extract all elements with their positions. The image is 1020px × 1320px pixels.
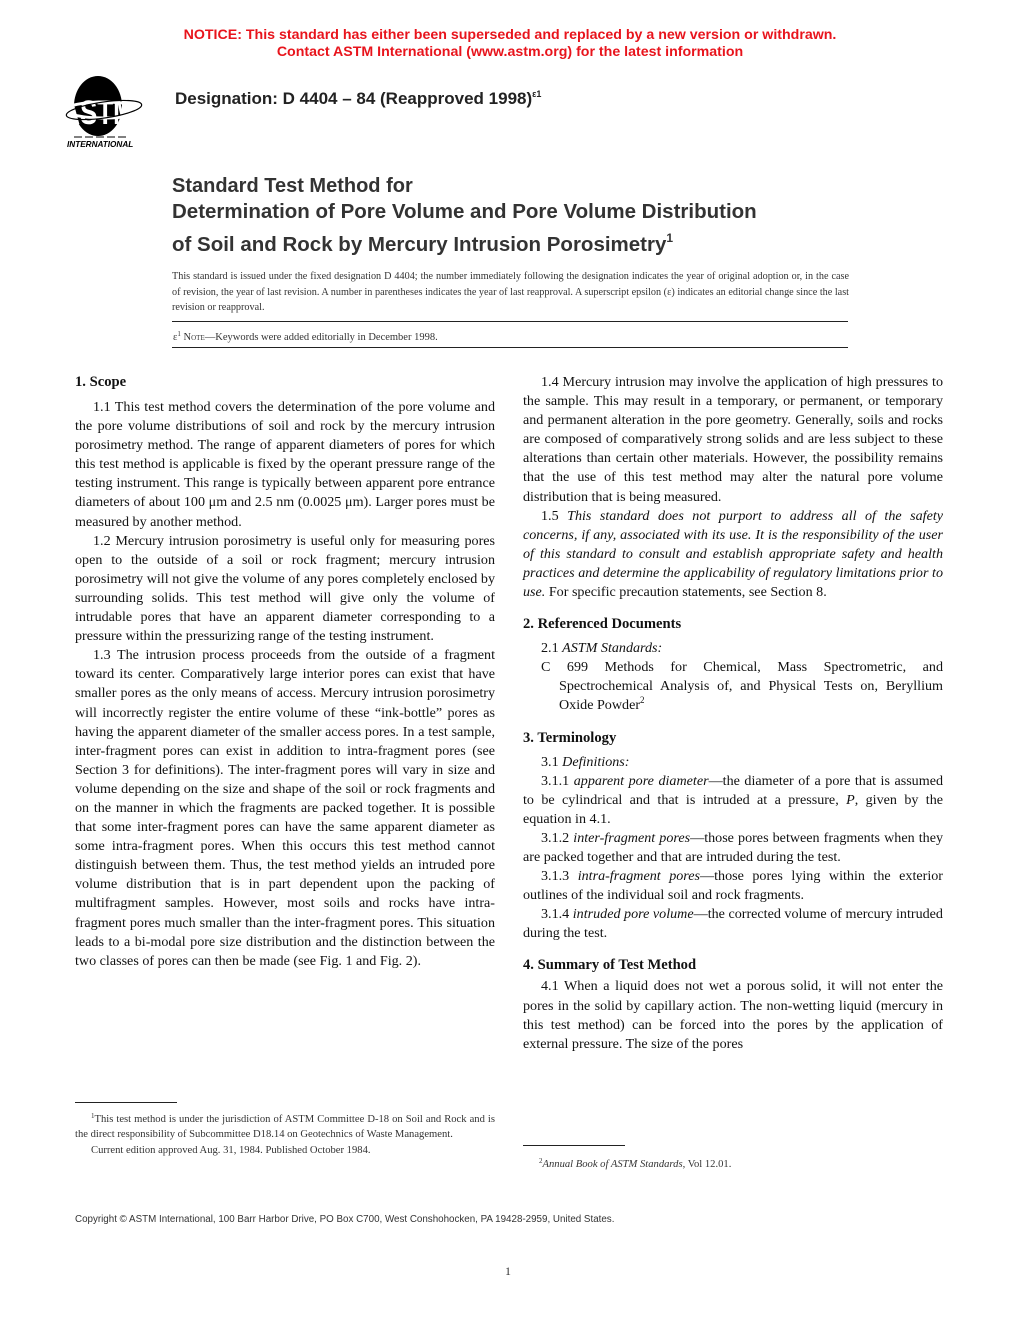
para-number: 1.5	[541, 507, 568, 524]
editorial-note	[173, 330, 438, 343]
section-heading-scope: 1. Scope	[75, 374, 127, 390]
def-term: intruded pore volume	[572, 906, 694, 923]
designation-superscript: ε1	[532, 89, 542, 99]
paragraph-1-4: 1.4 Mercury intrusion may involve the application of high pressures to the sample. This may result in a temporary, or permanent, or temporary and permanent alteration in the pore geometry. Generally, soils and rocks are composed of comparatively strong solids and are less subject to these alterations than certain other materials. However, the possibility remains that the use of this test method may alter the natural pore volume distribution that is being measured.	[523, 374, 943, 505]
title-footnote-mark: 1	[666, 231, 674, 245]
paragraph-1-2: 1.2 Mercury intrusion porosimetry is useful only for measuring pores open to the outside of a soil or rock fragment; mercury intrusion porosimetry will not give the volume of any pores completely enclosed by surrounding solids. This test method will give only the volume of intrudable pores that have an apparent diameter corresponding to a pressure within the pressurizing range of the testing instrument.	[75, 532, 495, 645]
footnote-1-text	[75, 1112, 495, 1143]
def-variable: P	[846, 791, 855, 808]
def-tail: , given by the equation in 4.1.	[523, 791, 944, 827]
def-number: 3.1.3	[541, 868, 578, 885]
definition-3-1-1	[523, 772, 943, 829]
title-line-2: Determination of Pore Volume and Pore Volume Distribution	[172, 200, 757, 223]
astm-standards-label: ASTM Standards:	[562, 640, 663, 657]
epsilon-sup: 1	[177, 330, 181, 338]
document-title	[172, 173, 757, 258]
astm-international-logo	[64, 72, 164, 150]
divider	[172, 347, 848, 348]
section-heading-summary: 4. Summary of Test Method	[523, 957, 697, 974]
title-line-1: Standard Test Method for	[172, 175, 413, 197]
designation	[175, 89, 541, 109]
definitions-label: Definitions:	[562, 753, 630, 770]
para-tail: For specific precaution statements, see Section 8.	[545, 584, 827, 601]
paragraph-1-3: 1.3 The intrusion process proceeds from the outside of a fragment toward its center. Comparatively large interior pores can exist that have smaller pores as the only means of access. Mercury intrusion porosimetry will incorrectly register the entire volume of these “ink-bottle” pores as having the apparent diameter of the smaller access pores. In a test sample, inter-fragment pores can exist in addition to intra-fragment pores (see Section 3 for definitions). The inter-fragment pores will vary in size and volume depending on the size and shape of the soil or rock fragments and on the manner in which the fragments are packed together. It is possible that some inter-fragment pores can have the same apparent diameter as some intra-fragment pores. When this occurs this test method cannot distinguish between them. Thus, the test method yields an intruded pore volume distribution that is in part dependent upon the packing of multifragment samples. However, most soils and rocks have intra-fragment pores much smaller than the inter-fragment pores. This situation leads to a bi-modal pore size distribution and the distinction between the two classes of pores can then be made (see Fig. 1 and Fig. 2).	[75, 647, 495, 969]
footnote-body: This test method is under the jurisdiction of ASTM Committee D-18 on Soil and Rock and is the direct responsibility of Subcommittee D18.14 on Geotechnics of Waste Management.	[75, 1114, 495, 1141]
para-number: 3.1	[541, 753, 563, 770]
def-text: —those pores between fragments when they are packed together and that are intruded during the test.	[523, 829, 943, 865]
footnote-mark: 2	[539, 1157, 543, 1165]
astm-logo-icon	[64, 72, 164, 150]
right-column	[523, 373, 943, 1054]
footnote-mark: 1	[91, 1112, 95, 1120]
def-number: 3.1.2	[541, 829, 574, 846]
def-text: —the corrected volume of mercury intruded during the test.	[523, 906, 943, 942]
def-text: —the diameter of a pore that is assumed to be cylindrical and that is intruded at a pressure,	[523, 772, 943, 808]
footnote-divider	[523, 1145, 625, 1146]
svg-text:INTERNATIONAL: INTERNATIONAL	[67, 140, 134, 149]
reference-c699	[523, 658, 943, 715]
divider	[172, 321, 848, 322]
paragraph-1-1: 1.1 This test method covers the determination of the pore volume and the pore volume distributions of soil and rock by the mercury intrusion porosimetry method. The range of apparent diameters of pores for which this test method is applicable is fixed by the operant pressure range of the testing instrument. This range is typically between apparent pore entrance diameters of about 100 μm and 2.5 nm (0.0025 μm). Larger pores must be measured by another method.	[75, 399, 495, 530]
note-text: —Keywords were added editorially in December 1998.	[204, 332, 438, 343]
paragraph-4-1: 4.1 When a liquid does not wet a porous solid, it will not enter the pores in the solid by capillary action. The non-wetting liquid (mercury in this test method) can be forced into the pores by the application of external pressure. The size of the pores	[523, 978, 943, 1052]
svg-text:ASTM: ASTM	[64, 94, 135, 132]
left-column	[75, 373, 495, 971]
footnote-volume: Vol 12.01.	[685, 1159, 732, 1170]
def-text: —those pores lying within the exterior outlines of the individual soil and rock fragments.	[523, 868, 943, 904]
definition-3-1-2	[523, 829, 943, 867]
definition-3-1-3	[523, 867, 943, 905]
def-number: 3.1.1	[541, 772, 574, 789]
footnote-2	[523, 1157, 943, 1172]
issuance-statement: This standard is issued under the fixed designation D 4404; the number immediately following the designation indicates the year of original adoption or, in the case of revision, the year of last revision. A number in parentheses indicates the year of last reapproval. A superscript epsilon (ε) indicates an editorial change since the last revision or reapproval.	[172, 271, 849, 313]
epsilon-mark: ε	[173, 332, 178, 343]
page-number: 1	[505, 1264, 511, 1278]
definition-3-1-4	[523, 905, 943, 943]
supersession-notice	[0, 27, 1020, 60]
title-line-3	[172, 225, 757, 258]
section-heading-referenced-documents: 2. Referenced Documents	[523, 616, 682, 633]
footnote-book-title: Annual Book of ASTM Standards,	[542, 1159, 686, 1170]
footnote-1	[75, 1112, 495, 1158]
def-term: inter-fragment pores	[573, 829, 691, 846]
footnote-divider	[75, 1102, 177, 1103]
footnote-mark: 2	[640, 695, 645, 706]
paragraph-2-1	[523, 639, 943, 658]
copyright-line: Copyright © ASTM International, 100 Barr Harbor Drive, PO Box C700, West Conshohocken, PA 19428-2959, United States.	[75, 1214, 615, 1225]
designation-text: Designation: D 4404 – 84 (Reapproved 1998)	[175, 89, 533, 108]
def-term: intra-fragment pores	[577, 868, 701, 885]
title-line-3-text: of Soil and Rock by Mercury Intrusion Porosimetry	[172, 233, 667, 256]
note-label: Note	[183, 332, 205, 343]
def-term: apparent pore diameter	[573, 772, 709, 789]
notice-line-1: NOTICE: This standard has either been superseded and replaced by a new version or withdrawn.	[183, 27, 837, 43]
paragraph-3-1	[523, 753, 943, 772]
section-heading-terminology: 3. Terminology	[523, 729, 617, 746]
def-number: 3.1.4	[541, 906, 573, 923]
notice-line-2: Contact ASTM International (www.astm.org) for the latest information	[276, 43, 744, 60]
footnote-2-text	[523, 1157, 943, 1172]
para-number: 2.1	[541, 640, 563, 657]
safety-caveat: This standard does not purport to address all of the safety concerns, if any, associated with its use. It is the responsibility of the user of this standard to consult and establish appropriate safety and health practices and determine the applicability of regulatory limitations prior to use.	[523, 507, 943, 601]
paragraph-1-5	[523, 507, 943, 602]
footnote-1-edition: Current edition approved Aug. 31, 1984. Published October 1984.	[91, 1144, 371, 1156]
reference-text: C 699 Methods for Chemical, Mass Spectrometric, and Spectrochemical Analysis of, and Physical Tests on, Beryllium Oxide Powder	[541, 659, 943, 714]
